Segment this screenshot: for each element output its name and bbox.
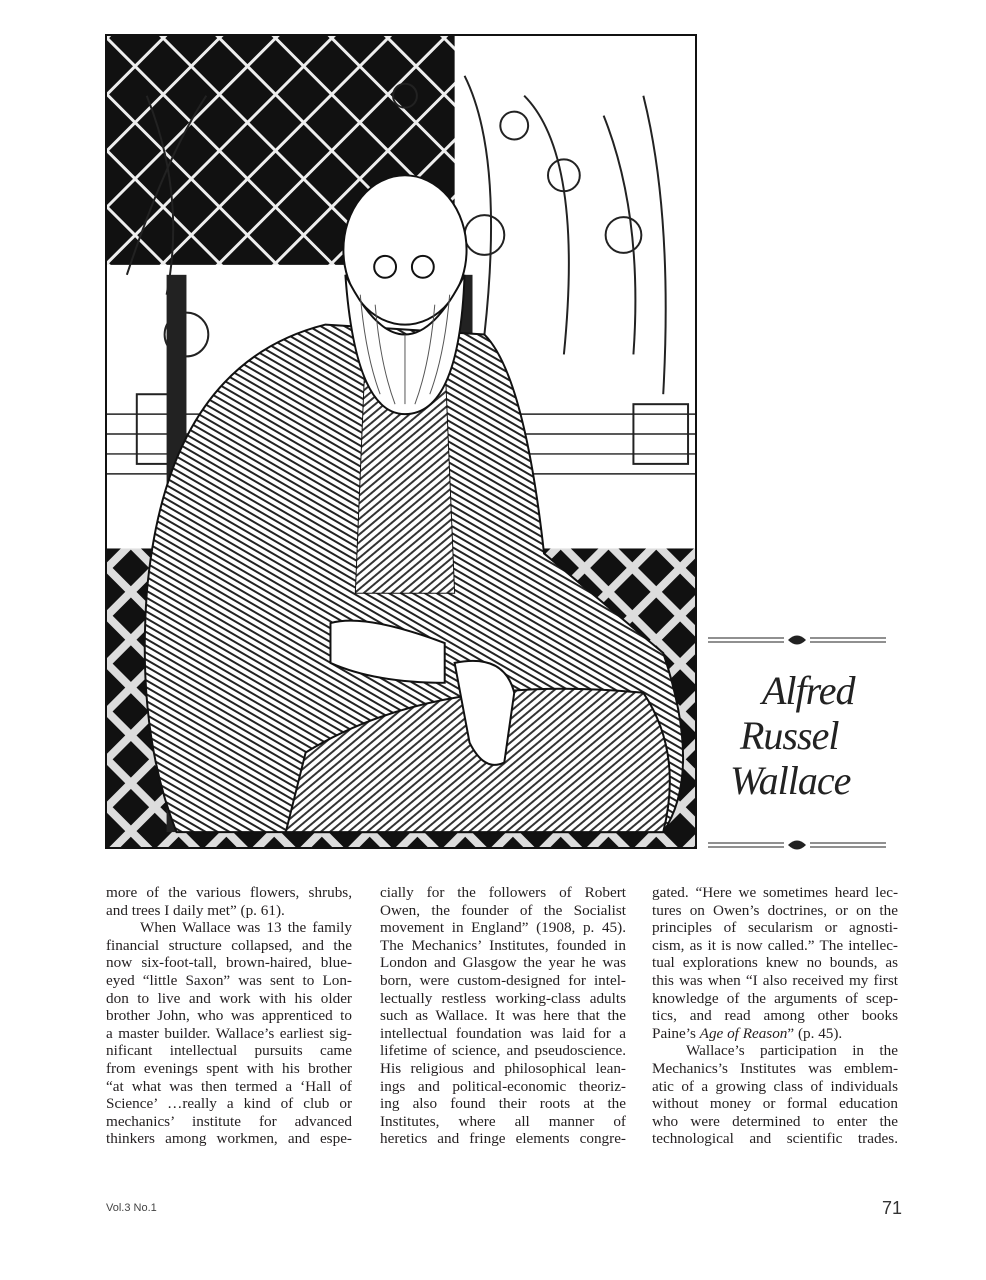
- text-line: without money or formal education: [652, 1095, 898, 1113]
- article-title: [716, 668, 896, 803]
- text-line: Institutes, where all manner of: [380, 1112, 626, 1130]
- book-title: Age of Reason: [699, 1024, 788, 1042]
- text-line: financial structure collapsed, and the: [106, 936, 352, 954]
- text-line: a master builder. Wallace’s earliest sig-: [106, 1024, 352, 1042]
- text-line: movement in England” (1908, p. 45).: [380, 919, 626, 937]
- text-line: cially for the followers of Robert: [380, 884, 626, 901]
- text-line: more of the various flowers, shrubs,: [106, 884, 352, 901]
- text-line: lectually restless working-class adults: [380, 989, 626, 1007]
- text-span: ” (p. 45).: [787, 1024, 843, 1042]
- text-line: heretics and fringe elements congre-: [380, 1130, 626, 1148]
- issue-label: Vol.3 No.1: [106, 1202, 157, 1214]
- text-line: knowledge of the arguments of scep-: [652, 989, 898, 1007]
- text-line: ing also found their roots at the: [380, 1095, 626, 1113]
- text-line: who were determined to enter the: [652, 1112, 898, 1130]
- text-line: principles of secularism or agnosti-: [652, 919, 898, 937]
- text-column-2: [380, 884, 626, 1148]
- wallace-portrait-illustration: [105, 34, 697, 849]
- text-line: technological and scientific trades.: [652, 1130, 898, 1148]
- text-line: brother John, who was apprenticed to: [106, 1007, 352, 1025]
- text-line: [652, 1025, 898, 1043]
- text-column-3: [652, 884, 898, 1148]
- text-line: tures on Owen’s doctrines, or on the: [652, 901, 898, 919]
- text-line: thinkers among workmen, and espe-: [106, 1130, 352, 1148]
- text-span: Paine’s: [652, 1024, 700, 1042]
- text-line: mechanics’ institute for advanced: [106, 1112, 352, 1130]
- text-line: eyed “little Saxon” was sent to Lon-: [106, 971, 352, 989]
- text-line: Science’ …really a kind of club or: [106, 1095, 352, 1113]
- text-line: don to live and work with his older: [106, 989, 352, 1007]
- ornament-divider-top: [708, 633, 886, 647]
- text-line: gated. “Here we sometimes heard lec-: [652, 884, 898, 901]
- text-line: and trees I daily met” (p. 61).: [106, 901, 285, 919]
- text-line: Owen, the founder of the Socialist: [380, 901, 626, 919]
- title-line: Alfred: [762, 668, 855, 713]
- ornament-divider-bottom: [708, 838, 886, 852]
- text-line: “at what was then termed a ‘Hall of: [106, 1077, 352, 1095]
- text-line: lifetime of science, and pseudoscience.: [380, 1042, 626, 1060]
- text-line: intellectual foundation was laid for a: [380, 1024, 626, 1042]
- text-line: When Wallace was 13 the family: [140, 919, 352, 937]
- text-line: such as Wallace. It was here that the: [380, 1007, 626, 1025]
- page-number: 71: [882, 1198, 903, 1218]
- text-line: nificant intellectual pursuits came: [106, 1042, 352, 1060]
- text-line: ings and political-economic theoriz-: [380, 1077, 626, 1095]
- text-line: London and Glasgow the year he was: [380, 954, 626, 972]
- text-line: tual explorations knew no bounds, as: [652, 954, 898, 972]
- title-line: Wallace: [730, 758, 851, 803]
- text-column-1: [106, 884, 352, 1148]
- text-line: atic of a growing class of individuals: [652, 1077, 898, 1095]
- text-line: Mechanics’s Institutes was emblem-: [652, 1059, 898, 1077]
- text-line: born, were custom-designed for intel-: [380, 971, 626, 989]
- text-line: this was when “I also received my first: [652, 971, 898, 989]
- text-line: The Mechanics’ Institutes, founded in: [380, 936, 626, 954]
- text-line: tics, and read among other books: [652, 1007, 898, 1025]
- text-line: Wallace’s participation in the: [686, 1042, 898, 1060]
- title-line: Russel: [740, 713, 839, 758]
- text-line: cism, as it is now called.” The intellec-: [652, 936, 898, 954]
- portrait-drawing: [107, 36, 695, 847]
- text-line: from evenings spent with his brother: [106, 1059, 352, 1077]
- text-line: now six-foot-tall, brown-haired, blue-: [106, 954, 352, 972]
- text-line: His religious and philosophical lean-: [380, 1059, 626, 1077]
